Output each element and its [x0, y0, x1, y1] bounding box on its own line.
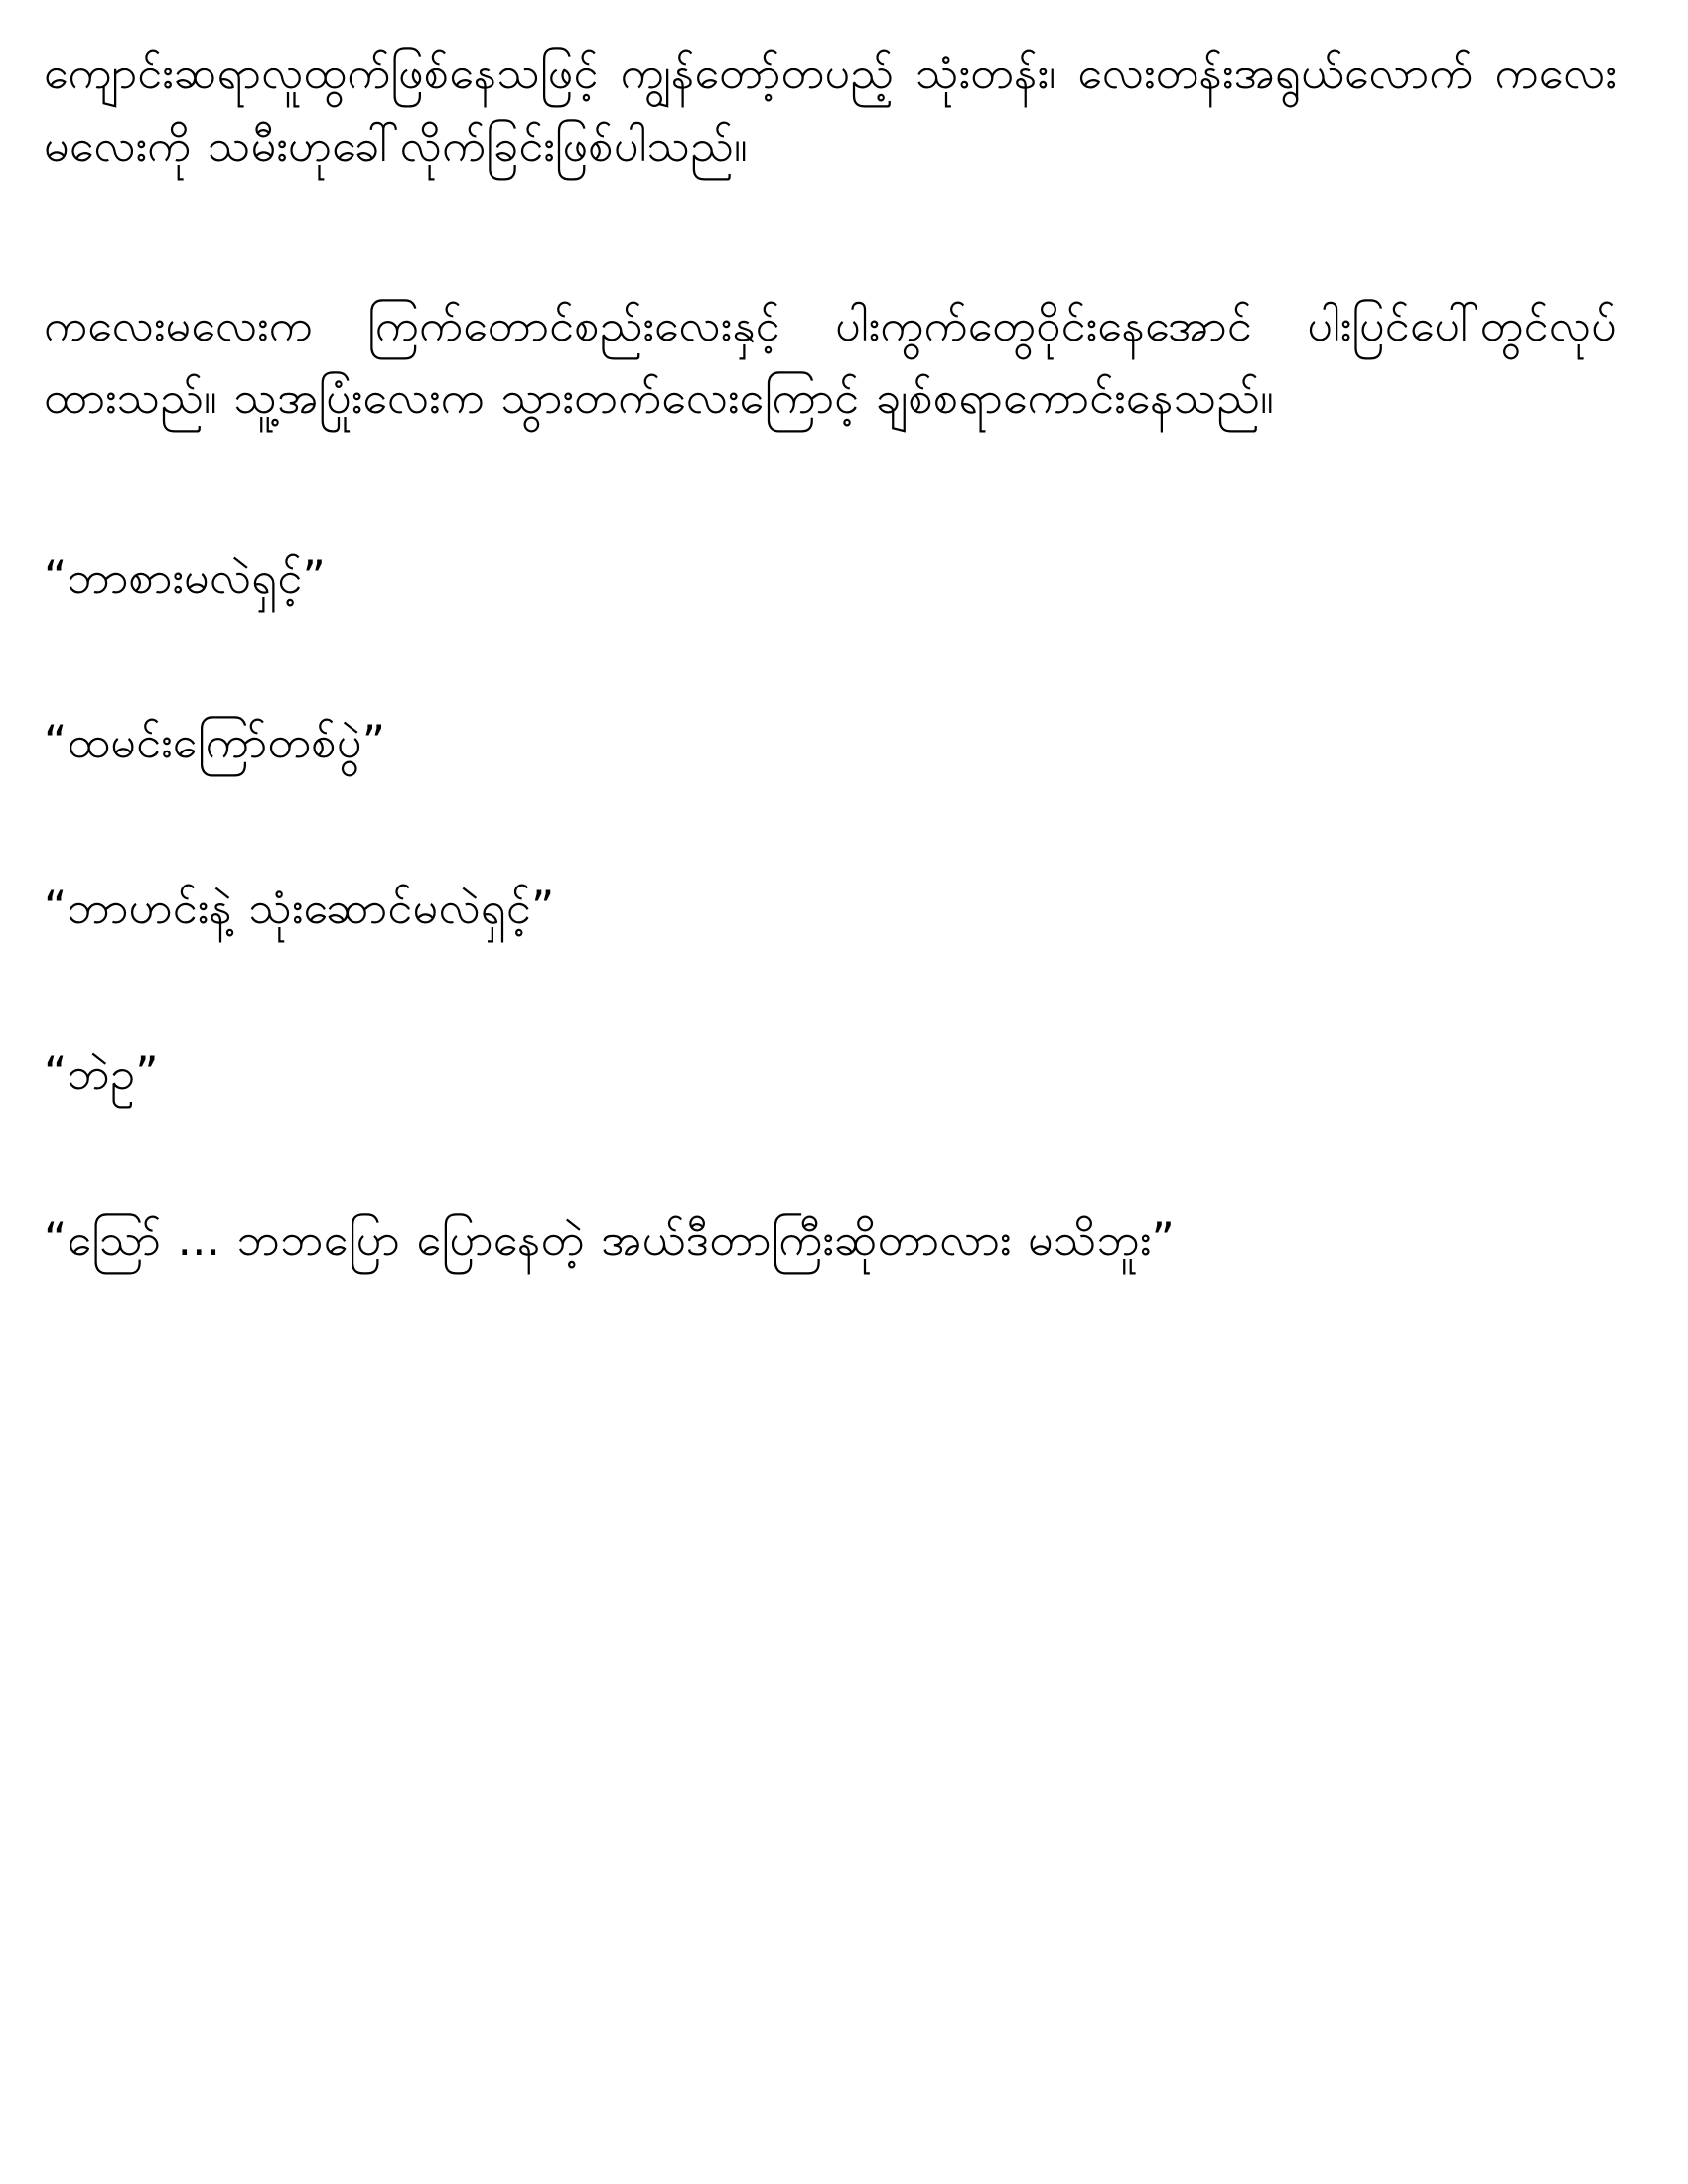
paragraph-spacer [44, 833, 1617, 873]
document-body [44, 38, 1617, 1277]
paragraph-spacer [44, 490, 1617, 542]
paragraph-narrative-1: ကျောင်းဆရာလူထွက်ဖြစ်နေသဖြင့် ကျွန်တော့်တပည့် သုံးတန်း၊ လေးတန်းအရွယ်လောက် ကလေးမလေးကို သမီးဟုခေါ်လိုက်ခြင်းဖြစ်ပါသည်။ [44, 47, 1617, 172]
paragraph-dialogue-3: “ဘာဟင်းနဲ့ သုံးဆောင်မလဲရှင့်” [44, 882, 555, 935]
paragraph-dialogue-2: “ထမင်းကြော်တစ်ပွဲ” [44, 716, 386, 769]
paragraph-spacer [44, 238, 1617, 290]
paragraph-dialogue-1: “ဘာစားမလဲရှင့်” [44, 550, 326, 604]
paragraph-dialogue-5: “ဪ ... ဘဘပြော ပြောနေတဲ့ အယ်ဒီတာကြီးဆိုတာလား မသိဘူး” [44, 1213, 1176, 1267]
paragraph-spacer [44, 667, 1617, 707]
paragraph-spacer [44, 1164, 1617, 1204]
paragraph-narrative-2: ကလေးမလေးက ကြက်တောင်စည်းလေးနှင့် ပါးကွက်တွေဝိုင်းနေအောင် ပါးပြင်ပေါ်တွင်လုပ်ထားသည်။ သူ့အပြုံးလေးက သွားတက်လေးကြောင့် ချစ်စရာကောင်းနေသည်။ [44, 298, 1617, 424]
paragraph-spacer [44, 999, 1617, 1038]
paragraph-dialogue-4: “ဘဲဥ” [44, 1047, 159, 1101]
